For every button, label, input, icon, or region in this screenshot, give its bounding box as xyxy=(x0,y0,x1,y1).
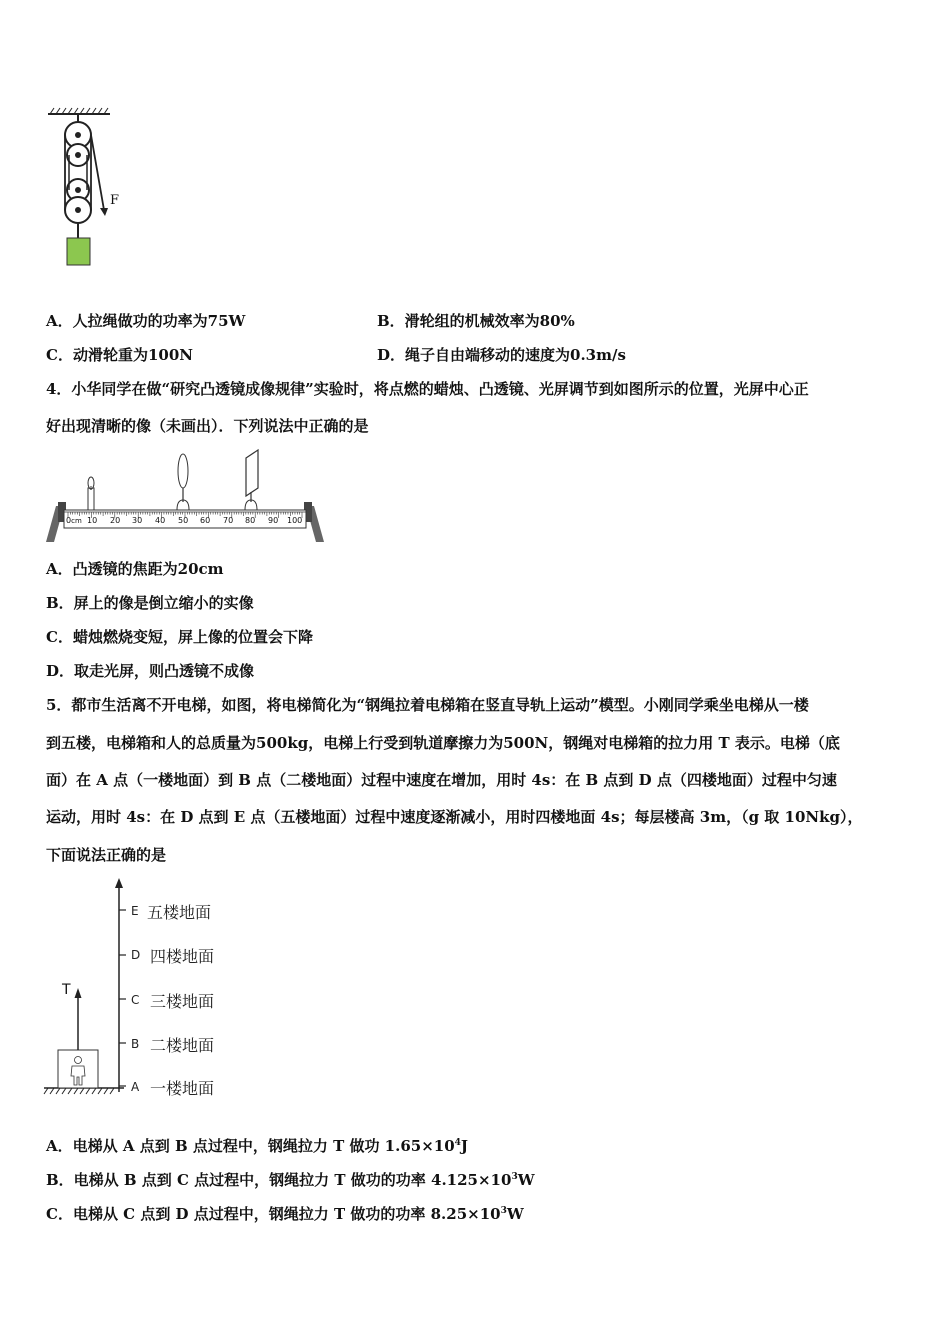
ruler-label-70: 70 xyxy=(223,516,234,525)
optical-bench-diagram xyxy=(44,446,326,546)
q5-question-line-5: 下面说法正确的是 xyxy=(46,846,167,864)
ruler-label-40: 40 xyxy=(155,516,166,525)
floor-d-name: 四楼地面 xyxy=(150,947,215,966)
ruler-label-100: 100 xyxy=(287,516,303,525)
q3-option-d[interactable]: D．绳子自由端移动的速度为0.3m/s xyxy=(377,346,626,364)
q4-question-line-2: 好出现清晰的像（未画出）．下列说法中正确的是 xyxy=(46,417,369,435)
q4-option-b[interactable]: B．屏上的像是倒立缩小的实像 xyxy=(46,594,254,612)
q3-option-c[interactable]: C．动滑轮重为100N xyxy=(46,346,193,364)
ruler-label-10: 10 xyxy=(87,516,98,525)
floor-d-letter: D xyxy=(131,948,141,962)
floor-b-letter: B xyxy=(131,1037,140,1051)
q5-option-a[interactable]: A．电梯从 A 点到 B 点过程中，钢绳拉力 T 做功 $1.65\times 10^4J$ xyxy=(46,1137,469,1155)
elevator-diagram xyxy=(40,872,140,1104)
ruler-label-30: 30 xyxy=(132,516,143,525)
q5-question-line-3: 面）在 A 点（一楼地面）到 B 点（二楼地面）过程中速度在增加，用时 4s：在 B 点到 D 点（四楼地面）过程中匀速 xyxy=(46,771,837,789)
ruler-label-50: 50 xyxy=(178,516,189,525)
q4-option-a[interactable]: A．凸透镜的焦距为20cm xyxy=(46,560,224,578)
q5-option-b[interactable]: B．电梯从 B 点到 C 点过程中，钢绳拉力 T 做功的功率 $4.125\times 10^3W$ xyxy=(46,1171,535,1189)
q5-option-c[interactable]: C．电梯从 C 点到 D 点过程中，钢绳拉力 T 做功的功率 $8.25\times 10^3W$ xyxy=(46,1205,524,1223)
force-label: F xyxy=(110,193,120,208)
q3-option-a[interactable]: A．人拉绳做功的功率为75W xyxy=(46,312,246,330)
q5-question-line-1: 5．都市生活离不开电梯，如图，将电梯简化为“钢绳拉着电梯箱在竖直导轨上运动”模型。小刚同学乘坐电梯从一楼 xyxy=(46,696,809,714)
q3-option-b[interactable]: B．滑轮组的机械效率为80% xyxy=(377,312,575,330)
floor-b-name: 二楼地面 xyxy=(150,1036,215,1055)
ruler-label-60: 60 xyxy=(200,516,211,525)
q4-option-d[interactable]: D．取走光屏，则凸透镜不成像 xyxy=(46,662,255,680)
floor-a-letter: A xyxy=(131,1080,140,1094)
floor-a-name: 一楼地面 xyxy=(150,1079,215,1098)
q4-question-line-1: 4．小华同学在做“研究凸透镜成像规律”实验时，将点燃的蜡烛、凸透镜、光屏调节到如图所示的位置，光屏中心正 xyxy=(46,380,809,398)
floor-c-name: 三楼地面 xyxy=(150,992,215,1011)
q5-question-line-2: 到五楼，电梯箱和人的总质量为500kg，电梯上行受到轨道摩擦力为500N，钢绳对电梯箱的拉力用 T 表示。电梯（底 xyxy=(46,734,840,752)
ruler-label-0: 0cm xyxy=(66,516,82,525)
ruler-label-80: 80 xyxy=(245,516,256,525)
floor-c-letter: C xyxy=(131,993,140,1007)
tension-label: T xyxy=(62,982,71,998)
q5-question-line-4: 运动，用时 4s：在 D 点到 E 点（五楼地面）过程中速度逐渐减小，用时四楼地面 4s；每层楼高 3m，（g 取 10Nkg）， xyxy=(46,808,863,826)
pulley-diagram xyxy=(40,100,140,272)
floor-e-name: 五楼地面 xyxy=(147,903,212,922)
floor-e-letter: E xyxy=(131,904,139,918)
q4-option-c[interactable]: C．蜡烛燃烧变短，屏上像的位置会下降 xyxy=(46,628,313,646)
ruler-label-20: 20 xyxy=(110,516,121,525)
ruler-label-90: 90 xyxy=(268,516,279,525)
